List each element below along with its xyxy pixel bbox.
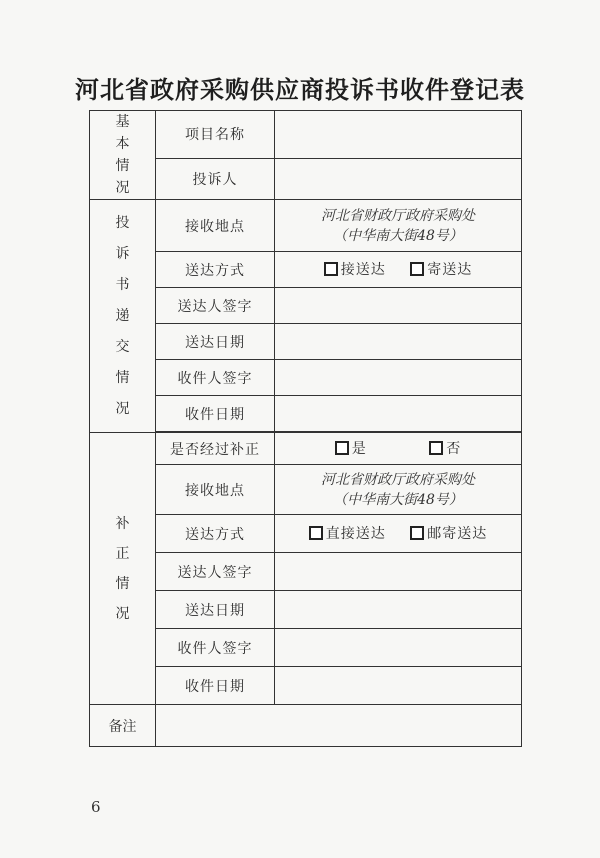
label-correction-deliverer-signature: 送达人签字 [156, 553, 275, 591]
label-correction-delivery-method: 送达方式 [156, 515, 275, 553]
field-complainant[interactable] [275, 158, 522, 199]
option-mail-delivery[interactable] [410, 259, 472, 279]
section-basic [90, 111, 156, 200]
label-delivery-method: 送达方式 [156, 252, 275, 288]
option-direct-delivery-label: 接送达 [340, 262, 386, 278]
correction-address-line-1: 河北省财政厅政府采购处 [321, 471, 475, 488]
option-no-label: 否 [446, 441, 462, 457]
option-correction-mail[interactable] [410, 523, 487, 543]
label-project-name: 项目名称 [156, 111, 275, 159]
label-correction-receipt-date: 收件日期 [156, 667, 275, 705]
option-yes-label: 是 [351, 441, 367, 457]
option-correction-direct[interactable] [309, 523, 386, 543]
label-deliverer-signature: 送达人签字 [156, 288, 275, 324]
section-complaint-label: 投诉书递交情况 [115, 214, 130, 417]
correction-address-line-2: （中华南大街48号） [333, 491, 463, 508]
option-correction-mail-label: 邮寄送达 [427, 526, 488, 542]
registration-form-table [89, 110, 522, 747]
row-tousu-receive-place [90, 200, 522, 252]
field-remarks[interactable] [156, 705, 522, 747]
field-corrected [275, 433, 522, 465]
section-correction-label: 补正情况 [115, 515, 130, 622]
checkbox-no[interactable] [429, 441, 443, 455]
option-direct-delivery[interactable] [324, 259, 386, 279]
section-complaint-submission [90, 200, 156, 433]
option-yes[interactable] [335, 438, 367, 458]
checkbox-correction-mail[interactable] [410, 526, 424, 540]
label-remarks: 备注 [90, 705, 156, 747]
field-correction-receive-place [275, 465, 522, 515]
page-number: 6 [91, 798, 101, 816]
label-delivery-date: 送达日期 [156, 324, 275, 360]
address-line-2: （中华南大街48号） [333, 227, 463, 244]
field-project-name[interactable] [275, 111, 522, 159]
checkbox-mail-delivery[interactable] [410, 262, 424, 276]
field-delivery-method [275, 252, 522, 288]
section-basic-label: 基本情况 [115, 114, 130, 196]
label-receipt-date: 收件日期 [156, 396, 275, 432]
field-receive-place [275, 200, 522, 252]
option-no[interactable] [429, 438, 461, 458]
form-title: 河北省政府采购供应商投诉书收件登记表 [75, 75, 525, 104]
label-corrected: 是否经过补正 [156, 433, 275, 465]
field-correction-receiver-signature[interactable] [275, 629, 522, 667]
field-receipt-date[interactable] [275, 396, 522, 432]
checkbox-direct-delivery[interactable] [324, 262, 338, 276]
row-corrected [90, 433, 522, 465]
field-correction-receipt-date[interactable] [275, 667, 522, 705]
checkbox-correction-direct[interactable] [309, 526, 323, 540]
field-delivery-date[interactable] [275, 324, 522, 360]
row-remarks [90, 705, 522, 747]
label-receive-place: 接收地点 [156, 200, 275, 252]
option-mail-delivery-label: 寄送达 [427, 262, 473, 278]
field-receiver-signature[interactable] [275, 360, 522, 396]
field-correction-delivery-method [275, 515, 522, 553]
checkbox-yes[interactable] [335, 441, 349, 455]
option-correction-direct-label: 直接送达 [325, 526, 386, 542]
field-deliverer-signature[interactable] [275, 288, 522, 324]
row-project-name [90, 111, 522, 159]
address-line-1: 河北省财政厅政府采购处 [321, 207, 475, 224]
label-correction-receive-place: 接收地点 [156, 465, 275, 515]
label-complainant: 投诉人 [156, 158, 275, 199]
field-correction-deliverer-signature[interactable] [275, 553, 522, 591]
section-correction [90, 433, 156, 705]
label-correction-receiver-signature: 收件人签字 [156, 629, 275, 667]
label-correction-delivery-date: 送达日期 [156, 591, 275, 629]
label-receiver-signature: 收件人签字 [156, 360, 275, 396]
field-correction-delivery-date[interactable] [275, 591, 522, 629]
